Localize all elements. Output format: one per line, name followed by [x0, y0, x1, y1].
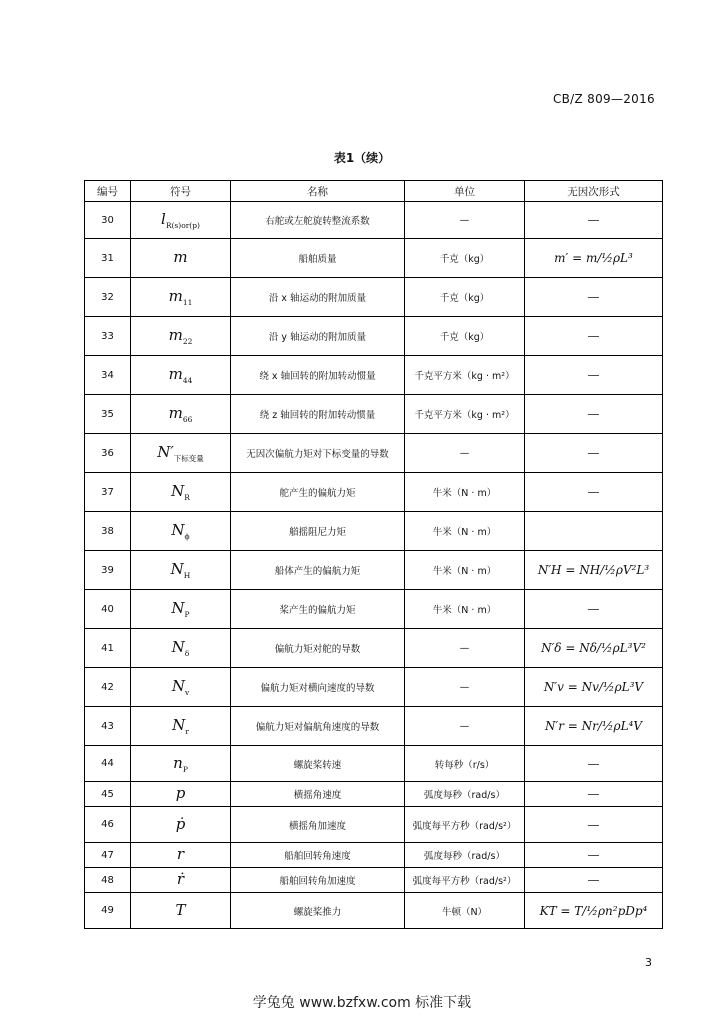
row-symbol: [131, 746, 231, 782]
row-name: 螺旋桨推力: [231, 893, 405, 929]
table-row: [85, 395, 663, 434]
table-row: [85, 893, 663, 929]
symbol-subscript: R: [184, 493, 190, 502]
symbol-main: N: [170, 560, 184, 578]
symbol-main: p: [175, 784, 186, 802]
row-unit: —: [405, 707, 525, 746]
row-number: 49: [85, 893, 131, 929]
symbol-subscript: 44: [182, 376, 193, 385]
row-number: 37: [85, 473, 131, 512]
symbol-subscript: H: [183, 571, 191, 580]
symbol-subscript: δ: [184, 649, 190, 658]
table-row: [85, 782, 663, 807]
row-number: 42: [85, 668, 131, 707]
row-unit: 牛米（N · m）: [405, 512, 525, 551]
row-dimensionless-form: —: [525, 807, 663, 843]
row-unit: 千克（kg）: [405, 317, 525, 356]
table-row: [85, 473, 663, 512]
col-header-unit: 单位: [405, 181, 525, 202]
row-number: 35: [85, 395, 131, 434]
row-number: 44: [85, 746, 131, 782]
row-number: 48: [85, 868, 131, 893]
row-symbol: [131, 893, 231, 929]
table-row: [85, 590, 663, 629]
col-header-symbol: 符号: [131, 181, 231, 202]
table-row: [85, 668, 663, 707]
symbol-main: T: [175, 900, 186, 919]
row-name: 绕 x 轴回转的附加转动惯量: [231, 356, 405, 395]
row-number: 38: [85, 512, 131, 551]
symbol-main: ṗ: [175, 814, 186, 833]
row-dimensionless-form: N′H = NH/½ρV²L³: [525, 551, 663, 590]
row-symbol: [131, 317, 231, 356]
row-dimensionless-form: —: [525, 278, 663, 317]
col-header-number: 编号: [85, 181, 131, 202]
symbol-main: l: [161, 210, 166, 228]
row-symbol: [131, 473, 231, 512]
symbol-main: n: [173, 753, 183, 772]
row-dimensionless-form: [525, 512, 663, 551]
row-symbol: [131, 807, 231, 843]
row-dimensionless-form: —: [525, 473, 663, 512]
row-unit: —: [405, 434, 525, 473]
symbol-main: m: [168, 326, 183, 344]
row-dimensionless-form: —: [525, 590, 663, 629]
table-row: [85, 202, 663, 239]
symbol-main: N: [171, 482, 185, 500]
symbols-table: [84, 180, 663, 929]
row-unit: 千克平方米（kg · m²）: [405, 395, 525, 434]
row-symbol: [131, 434, 231, 473]
row-dimensionless-form: N′r = Nr/½ρL⁴V: [525, 707, 663, 746]
row-dimensionless-form: —: [525, 317, 663, 356]
symbol-main: m: [168, 365, 183, 383]
row-dimensionless-form: —: [525, 868, 663, 893]
table-row: [85, 239, 663, 278]
row-dimensionless-form: —: [525, 746, 663, 782]
table-row: [85, 843, 663, 868]
row-symbol: [131, 512, 231, 551]
row-symbol: [131, 202, 231, 239]
row-number: 30: [85, 202, 131, 239]
row-name: 船舶回转角速度: [231, 843, 405, 868]
table-row: [85, 356, 663, 395]
row-symbol: [131, 668, 231, 707]
row-dimensionless-form: —: [525, 202, 663, 239]
row-name: 右舵或左舵旋转整流系数: [231, 202, 405, 239]
row-number: 34: [85, 356, 131, 395]
row-name: 偏航力矩对横向速度的导数: [231, 668, 405, 707]
row-name: 螺旋桨转速: [231, 746, 405, 782]
table-row: [85, 746, 663, 782]
row-name: 沿 x 轴运动的附加质量: [231, 278, 405, 317]
table-title: 表1（续）: [333, 151, 391, 165]
row-unit: 弧度每平方秒（rad/s²）: [405, 807, 525, 843]
symbol-main: N: [171, 638, 185, 656]
table-row: [85, 551, 663, 590]
symbol-subscript: ϕ: [184, 532, 190, 541]
col-header-name: 名称: [231, 181, 405, 202]
row-dimensionless-form: m′ = m/½ρL³: [525, 239, 663, 278]
table-row: [85, 868, 663, 893]
symbol-main: r: [176, 845, 185, 863]
row-symbol: [131, 843, 231, 868]
symbol-subscript: 下标变量: [173, 453, 204, 463]
row-unit: 千克（kg）: [405, 239, 525, 278]
table-row: [85, 807, 663, 843]
row-symbol: [131, 590, 231, 629]
row-number: 41: [85, 629, 131, 668]
row-number: 36: [85, 434, 131, 473]
symbol-subscript: v: [184, 688, 190, 697]
row-symbol: [131, 551, 231, 590]
symbol-main: N: [172, 716, 186, 734]
row-symbol: [131, 395, 231, 434]
row-name: 船舶质量: [231, 239, 405, 278]
row-name: 偏航力矩对舵的导数: [231, 629, 405, 668]
symbol-subscript: P: [182, 764, 188, 774]
row-dimensionless-form: N′v = Nv/½ρL³V: [525, 668, 663, 707]
symbol-subscript: r: [185, 727, 189, 736]
standard-code: CB/Z 809—2016: [552, 92, 655, 106]
row-name: 偏航力矩对偏航角速度的导数: [231, 707, 405, 746]
symbol-subscript: P: [184, 610, 190, 619]
row-unit: 转每秒（r/s）: [405, 746, 525, 782]
row-dimensionless-form: —: [525, 434, 663, 473]
symbol-main: N: [171, 599, 185, 617]
symbol-subscript: 11: [182, 298, 193, 307]
row-dimensionless-form: KT = T/½ρn²pDp⁴: [525, 893, 663, 929]
row-number: 32: [85, 278, 131, 317]
symbol-main: m: [168, 404, 183, 422]
row-unit: 牛米（N · m）: [405, 590, 525, 629]
symbol-subscript: 22: [182, 337, 193, 346]
row-dimensionless-form: N′δ = Nδ/½ρL³V²: [525, 629, 663, 668]
row-symbol: [131, 707, 231, 746]
row-number: 33: [85, 317, 131, 356]
row-name: 绕 z 轴回转的附加转动惯量: [231, 395, 405, 434]
symbol-subscript: R(s)or(p): [165, 221, 200, 230]
row-name: 船舶回转角加速度: [231, 868, 405, 893]
row-symbol: [131, 239, 231, 278]
row-symbol: [131, 782, 231, 807]
table-row: [85, 278, 663, 317]
col-header-dimensionless: 无因次形式: [525, 181, 663, 202]
row-number: 47: [85, 843, 131, 868]
symbol-main: m: [168, 287, 183, 305]
row-number: 43: [85, 707, 131, 746]
symbol-main: m: [173, 248, 188, 266]
row-name: 横摇角加速度: [231, 807, 405, 843]
row-unit: 牛顿（N）: [405, 893, 525, 929]
row-number: 39: [85, 551, 131, 590]
table-row: [85, 707, 663, 746]
row-unit: 千克平方米（kg · m²）: [405, 356, 525, 395]
symbol-main: N: [171, 521, 185, 539]
row-unit: 千克（kg）: [405, 278, 525, 317]
row-dimensionless-form: —: [525, 356, 663, 395]
row-dimensionless-form: —: [525, 843, 663, 868]
row-number: 40: [85, 590, 131, 629]
symbol-subscript: 66: [182, 415, 193, 424]
row-name: 无因次偏航力矩对下标变量的导数: [231, 434, 405, 473]
row-symbol: [131, 629, 231, 668]
row-name: 船体产生的偏航力矩: [231, 551, 405, 590]
watermark-text: 学兔兔 www.bzfxw.com 标准下载: [252, 995, 472, 1011]
table-row: [85, 434, 663, 473]
table-header-row: [85, 181, 663, 202]
symbol-main: N: [171, 677, 185, 695]
table-row: [85, 512, 663, 551]
row-symbol: [131, 278, 231, 317]
table-row: [85, 629, 663, 668]
row-dimensionless-form: —: [525, 782, 663, 807]
row-symbol: [131, 356, 231, 395]
row-name: 沿 y 轴运动的附加质量: [231, 317, 405, 356]
row-name: 舵产生的偏航力矩: [231, 473, 405, 512]
row-unit: —: [405, 668, 525, 707]
row-name: 桨产生的偏航力矩: [231, 590, 405, 629]
row-number: 46: [85, 807, 131, 843]
row-unit: —: [405, 629, 525, 668]
row-name: 横摇角速度: [231, 782, 405, 807]
page-number: 3: [645, 956, 652, 969]
row-unit: —: [405, 202, 525, 239]
symbol-main: N′: [157, 442, 174, 461]
row-unit: 牛米（N · m）: [405, 473, 525, 512]
row-unit: 牛米（N · m）: [405, 551, 525, 590]
row-number: 31: [85, 239, 131, 278]
symbol-main: ṙ: [176, 870, 185, 888]
row-name: 艏摇阻尼力矩: [231, 512, 405, 551]
row-unit: 弧度每平方秒（rad/s²）: [405, 868, 525, 893]
row-number: 45: [85, 782, 131, 807]
table-row: [85, 317, 663, 356]
row-unit: 弧度每秒（rad/s）: [405, 843, 525, 868]
row-dimensionless-form: —: [525, 395, 663, 434]
row-unit: 弧度每秒（rad/s）: [405, 782, 525, 807]
row-symbol: [131, 868, 231, 893]
